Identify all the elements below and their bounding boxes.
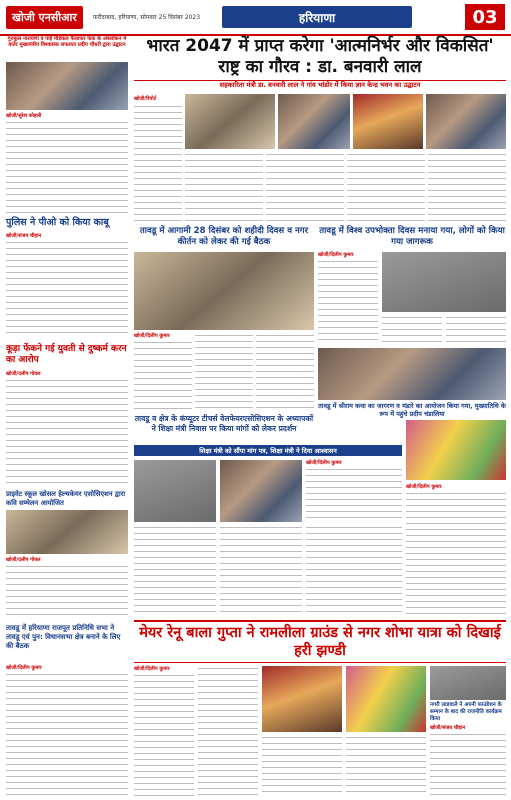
katha-photo-2 bbox=[406, 420, 506, 480]
right-mid-photo bbox=[382, 252, 506, 312]
bottom-left-body bbox=[6, 672, 128, 796]
bottom-left-headline: तावडू में हरियाणा राजपूत प्रतिनिधि सभा ने तावडू एवं पुन: विधानसभा क्षेत्र बनाने के लिए की बैठक bbox=[6, 624, 121, 650]
story1-body bbox=[6, 120, 128, 214]
right-mid-byline: खोजी/दिलीप कुमार bbox=[318, 252, 354, 258]
mid-byline: खोजी/दिलीप कुमार bbox=[134, 333, 170, 339]
mid-body-col2 bbox=[195, 333, 253, 410]
mid-body-col3 bbox=[256, 333, 314, 410]
right-mid-body-col1 bbox=[318, 259, 378, 345]
banner-byline: खोजी/दिलीप कुमार bbox=[134, 666, 170, 672]
teachers-byline: खोजी/दिलीप कुमार bbox=[306, 460, 342, 466]
banner-body-col1 bbox=[134, 673, 194, 796]
story3-headline: कूड़ा फेंकने गई युवती से दुष्कर्म करन का आरोप bbox=[6, 344, 127, 365]
teachers-body-col2 bbox=[134, 525, 216, 615]
story4-photo bbox=[6, 510, 128, 554]
teachers-body-col4 bbox=[306, 525, 402, 615]
lead-body-col5 bbox=[428, 152, 506, 222]
teachers-body-col1 bbox=[306, 467, 402, 523]
right-mid-body-col2 bbox=[382, 315, 442, 345]
lead-photo-3 bbox=[353, 94, 423, 149]
page-number: 03 bbox=[465, 4, 505, 30]
lead-body-col3 bbox=[266, 152, 344, 222]
section-title: हरियाणा bbox=[222, 6, 412, 28]
brand-logo: खोजी एनसीआर bbox=[6, 6, 83, 29]
banner-body-col3 bbox=[262, 735, 342, 796]
banner-photo-2 bbox=[346, 666, 426, 732]
bottom-left-byline: खोजी/दिलीप कुमार bbox=[6, 665, 42, 671]
teachers-body-col3 bbox=[220, 525, 302, 615]
teachers-photo-1 bbox=[134, 460, 216, 522]
story4-body bbox=[6, 564, 128, 620]
story4-byline: खोजी/दलीप गोयल bbox=[6, 557, 41, 563]
katha-body bbox=[406, 491, 506, 615]
dateline: फरीदाबाद, हरियाणा, सोमवार 25 दिसंबर 2023 bbox=[92, 14, 201, 21]
story2-headline: पुलिस ने पीओ को किया काबू bbox=[6, 217, 109, 228]
lead-subheadline: सहकारिता मंत्री डा. बनवारी लाल ने गांव भांडोर में किया ज्ञान केन्द्र भवन का उद्घाटन bbox=[219, 81, 421, 89]
sidebar-photo bbox=[6, 62, 128, 110]
teachers-headline: तावडू व क्षेत्र के कंप्यूटर टीचर्स वेलफेयरएसोसिएशन के अध्यापकों ने शिक्षा मंत्री निवास पर किया मांगों को लेकर प्रदर्शन bbox=[134, 414, 314, 433]
banner-body-col4 bbox=[346, 735, 426, 796]
right-mid-body-col3 bbox=[446, 315, 506, 345]
story4-headline: प्राइवेट स्कूल खोसल हेल्थकेयर एसोसिएशन द्वारा कवि सम्मेलन आयोजित bbox=[6, 490, 126, 507]
lead-body-col4 bbox=[347, 152, 425, 222]
bottom-right-headline: नगरी लाडवाले ने अपनी फाउंडेशन के सम्मान के बाद की राजनीति कार्यक्रम किया bbox=[430, 702, 502, 722]
story2-byline: खोजी/संजय चौहान bbox=[6, 233, 42, 239]
lead-body-col1 bbox=[134, 104, 182, 222]
bottom-right-photo bbox=[430, 666, 506, 700]
katha-byline: खोजी/दिलीप कुमार bbox=[406, 484, 442, 490]
story3-byline: खोजी/दलीप गोयल bbox=[6, 371, 41, 377]
lead-byline: खोजी/रिपोर्ट bbox=[134, 96, 157, 102]
mid-photo bbox=[134, 252, 314, 330]
teachers-banner-text: शिक्षा मंत्री को सौंपा मांग पत्र, शिक्षा मंत्री ने दिया आश्वासन bbox=[199, 447, 337, 455]
banner-headline: मेयर रेनू बाला गुप्ता ने रामलीला ग्राउंड से नगर शोभा यात्रा को दिखाई हरी झण्डी bbox=[139, 625, 501, 659]
lead-headline: भारत 2047 में प्राप्त करेगा 'आत्मनिर्भर और विकसित' राष्ट्र का गौरव : डा. बनवारी लाल bbox=[146, 36, 494, 77]
lead-body-col2 bbox=[185, 152, 263, 222]
bottom-right-body bbox=[430, 732, 506, 796]
mid-headline: तावडू में आगामी 28 दिसंबर को शहीदी दिवस व नगर कीर्तन को लेकर की गई बैठक bbox=[139, 226, 309, 247]
banner-rule-top bbox=[134, 620, 506, 622]
sidebar-headline: गुरुकुल नारायणा व पाई मेंडिकल फैलाफर फेंक के अवलोकन में वातेर मुख्यमंत्रीय विश्वासक सफलता प्रदीप चौधरी द्वारा उद्घाटन bbox=[7, 36, 127, 48]
lead-photo-1 bbox=[185, 94, 275, 149]
teachers-banner bbox=[134, 445, 402, 456]
katha-photo bbox=[318, 348, 506, 400]
story1-byline: खोजी/सुरेश कोहली bbox=[6, 113, 42, 119]
katha-caption: तावडू में श्रीराम कथा का जागरण व मंडारे का आयोजन किया गया, मुख्यातिथि के रूप में पहुंचे प्रदीप चंडालिया bbox=[318, 402, 506, 418]
lead-photo-4 bbox=[426, 94, 506, 149]
banner-rule-bottom bbox=[134, 662, 506, 663]
banner-body-col2 bbox=[198, 666, 258, 796]
mid-body-col1 bbox=[134, 340, 192, 410]
lead-photo-2 bbox=[278, 94, 350, 149]
story3-body bbox=[6, 378, 128, 484]
right-mid-headline: तावडू में विश्व उपभोक्ता दिवस मनाया गया, लोगों को किया गया जागरूक bbox=[319, 226, 505, 247]
bottom-right-byline: खोजी/संजय चौहान bbox=[430, 725, 466, 731]
banner-photo-1 bbox=[262, 666, 342, 732]
story2-body bbox=[6, 240, 128, 338]
teachers-photo-2 bbox=[220, 460, 302, 522]
